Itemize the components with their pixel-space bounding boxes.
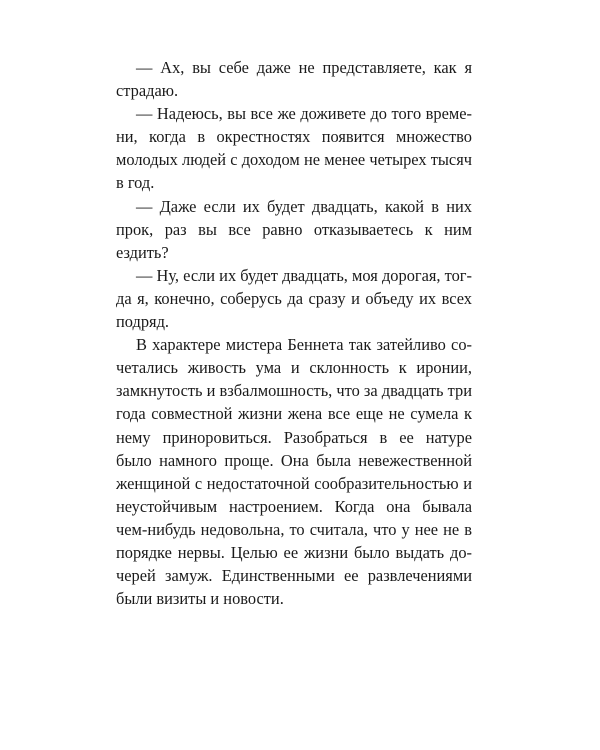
narrative-paragraph: В характере мистера Беннета так затейливо сочетались живость ума и склонность к иронии, замкнутость и взбалмошность, что за двадцать три года совместной жизни жена все еще не сумела к нему приноровиться. Разобраться в ее натуре было намного проще. Она была невежественной женщиной с недостаточной сообразительностью и неустойчивым настроением. Когда она бывала чем-нибудь недовольна, то считала, что у нее не в порядке нервы. Целью ее жизни было выдать дочерей замуж. Единственными ее развлечениями были визиты и новости. xyxy=(116,335,472,609)
book-page-text xyxy=(116,56,472,610)
dialogue-line-1: — Ах, вы себе даже не представляете, как я страдаю. xyxy=(116,58,472,101)
dialogue-line-4: — Ну, если их будет двадцать, моя дорогая, тогда я, конечно, соберусь да сразу и объеду их всех подряд. xyxy=(116,265,472,332)
dialogue-line-2: — Надеюсь, вы все же доживете до того времени, когда в окрестностях появится множество молодых людей с доходом не менее четырех тысяч в год. xyxy=(116,104,472,193)
dialogue-line-3: — Даже если их будет двадцать, какой в них прок, раз вы все равно отказываетесь к ним ездить? xyxy=(116,196,472,262)
